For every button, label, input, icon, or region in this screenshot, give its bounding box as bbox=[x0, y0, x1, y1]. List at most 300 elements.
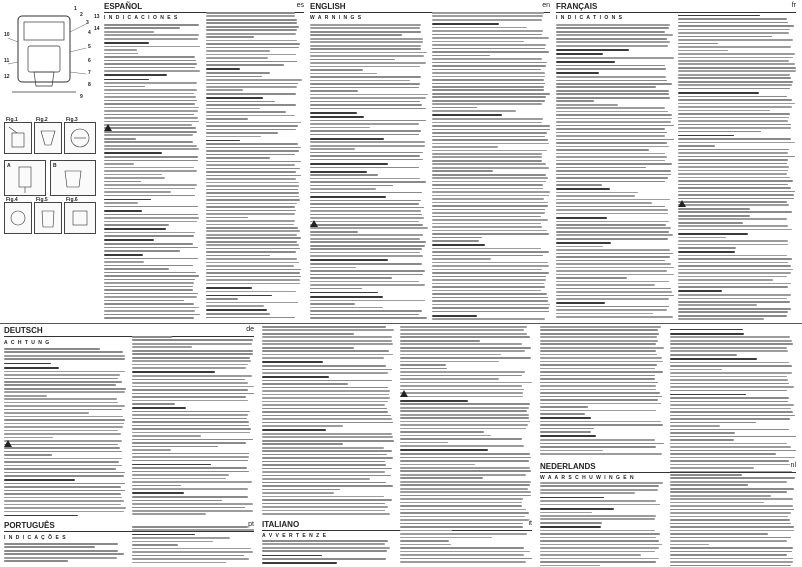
text-line bbox=[262, 425, 343, 427]
text-line bbox=[310, 207, 424, 209]
text-line bbox=[670, 347, 787, 349]
section-code-it: it bbox=[528, 520, 532, 527]
text-line bbox=[206, 237, 301, 239]
text-line bbox=[678, 53, 795, 55]
text-line bbox=[400, 417, 529, 419]
text-line bbox=[310, 31, 421, 33]
text-line bbox=[104, 103, 195, 105]
text-line bbox=[104, 300, 184, 302]
fig-panel-5 bbox=[34, 197, 62, 234]
text-line bbox=[432, 219, 548, 221]
text-line bbox=[678, 269, 793, 271]
text-line bbox=[678, 279, 773, 281]
text-line bbox=[670, 450, 796, 452]
text-line bbox=[540, 428, 594, 430]
text-line bbox=[400, 526, 523, 528]
text-line bbox=[400, 428, 526, 430]
text-line bbox=[206, 108, 260, 110]
text-line bbox=[540, 530, 655, 532]
text-line bbox=[678, 36, 772, 38]
text-line bbox=[310, 41, 423, 43]
text-line bbox=[262, 387, 388, 389]
text-line bbox=[670, 379, 788, 381]
text-line bbox=[432, 139, 548, 141]
text-line bbox=[678, 81, 793, 83]
text-line bbox=[104, 170, 197, 172]
text-line bbox=[678, 184, 788, 186]
text-line bbox=[670, 432, 735, 434]
text-line bbox=[206, 302, 298, 304]
text-line bbox=[540, 482, 663, 484]
text-column-de-1 bbox=[4, 348, 126, 516]
text-line bbox=[206, 26, 299, 28]
text-line bbox=[206, 132, 278, 134]
text-line bbox=[104, 184, 197, 186]
text-line bbox=[540, 340, 658, 342]
section-title-en: ENGLISH bbox=[310, 2, 346, 11]
text-line bbox=[206, 40, 297, 42]
text-line bbox=[104, 254, 143, 256]
text-line bbox=[678, 304, 757, 306]
text-line bbox=[310, 155, 420, 157]
text-line bbox=[132, 541, 213, 543]
text-line bbox=[206, 189, 298, 191]
text-line bbox=[206, 68, 240, 70]
text-line bbox=[670, 358, 757, 360]
text-line bbox=[678, 135, 734, 137]
text-line bbox=[262, 333, 354, 335]
text-line bbox=[262, 461, 385, 463]
text-line bbox=[678, 173, 787, 175]
text-line bbox=[4, 461, 119, 463]
text-line bbox=[104, 210, 142, 212]
text-line bbox=[310, 255, 423, 257]
text-line bbox=[540, 347, 664, 349]
text-line bbox=[540, 371, 663, 373]
text-line bbox=[132, 485, 181, 487]
text-line bbox=[432, 279, 546, 281]
text-line bbox=[310, 101, 420, 103]
text-line bbox=[104, 134, 193, 136]
text-line bbox=[678, 163, 787, 165]
text-line bbox=[678, 208, 750, 210]
text-line bbox=[206, 22, 297, 24]
text-line bbox=[310, 174, 378, 176]
text-line bbox=[432, 262, 548, 264]
text-line bbox=[432, 248, 541, 250]
text-line bbox=[670, 460, 789, 462]
text-line bbox=[556, 184, 602, 186]
text-line bbox=[132, 496, 248, 498]
text-line bbox=[104, 314, 200, 316]
fig-panel-5-label: Fig.5 bbox=[36, 197, 48, 203]
text-line bbox=[206, 298, 238, 300]
text-line bbox=[262, 457, 393, 459]
text-line bbox=[4, 363, 51, 365]
text-line bbox=[132, 421, 249, 423]
text-line bbox=[4, 511, 124, 513]
text-line bbox=[540, 421, 661, 423]
text-line bbox=[400, 537, 492, 539]
text-line bbox=[670, 336, 790, 338]
text-line bbox=[262, 376, 329, 378]
text-line bbox=[206, 79, 302, 81]
text-line bbox=[206, 230, 300, 232]
text-line bbox=[132, 393, 254, 395]
text-line bbox=[678, 286, 788, 288]
text-line bbox=[104, 156, 198, 158]
text-line bbox=[104, 34, 199, 36]
text-line bbox=[104, 24, 199, 26]
text-line bbox=[556, 253, 673, 255]
text-line bbox=[104, 261, 144, 263]
text-line bbox=[310, 94, 428, 96]
text-line bbox=[4, 437, 53, 439]
text-line bbox=[678, 222, 743, 224]
text-line bbox=[310, 296, 383, 298]
text-line bbox=[540, 489, 658, 491]
text-line bbox=[4, 384, 116, 386]
text-line bbox=[556, 242, 611, 244]
text-column-it-1 bbox=[262, 540, 394, 566]
steam-nozzle-icon bbox=[5, 161, 45, 195]
text-line bbox=[4, 416, 123, 418]
text-line bbox=[206, 54, 296, 56]
text-line bbox=[678, 117, 789, 119]
text-line bbox=[432, 146, 498, 148]
text-line bbox=[310, 192, 422, 194]
text-line bbox=[556, 298, 669, 300]
fig-panel-3 bbox=[64, 117, 96, 154]
text-line bbox=[678, 84, 792, 86]
text-line bbox=[104, 100, 197, 102]
text-line bbox=[4, 486, 121, 488]
text-line bbox=[678, 244, 788, 246]
section-title-nl: NEDERLANDS bbox=[540, 462, 596, 471]
text-line bbox=[540, 361, 663, 363]
text-line bbox=[556, 174, 671, 176]
text-line bbox=[556, 83, 672, 85]
text-line bbox=[678, 298, 787, 300]
text-line bbox=[556, 274, 674, 276]
text-line bbox=[310, 178, 420, 180]
text-line bbox=[556, 302, 605, 304]
section-code-pt: pt bbox=[248, 521, 254, 528]
text-line bbox=[104, 279, 195, 281]
text-line bbox=[556, 65, 665, 67]
text-line bbox=[262, 390, 390, 392]
text-line bbox=[104, 307, 199, 309]
fig-panel-1 bbox=[4, 117, 32, 154]
text-line bbox=[310, 303, 355, 305]
text-line bbox=[206, 19, 297, 21]
text-line bbox=[670, 436, 796, 438]
text-line bbox=[262, 429, 326, 431]
text-line bbox=[262, 506, 388, 508]
text-line bbox=[670, 343, 793, 345]
text-line bbox=[400, 375, 522, 377]
text-line bbox=[432, 136, 545, 138]
text-line bbox=[206, 136, 261, 138]
text-line bbox=[678, 74, 790, 76]
text-line bbox=[400, 551, 530, 553]
text-column-de-2 bbox=[132, 336, 254, 516]
text-line bbox=[132, 396, 246, 398]
text-line bbox=[556, 76, 666, 78]
text-line bbox=[678, 262, 788, 264]
text-line bbox=[678, 225, 788, 227]
text-line bbox=[400, 505, 522, 507]
text-line bbox=[104, 124, 192, 126]
text-line bbox=[432, 96, 546, 98]
text-line bbox=[206, 217, 248, 219]
text-line bbox=[670, 526, 794, 528]
text-line bbox=[104, 46, 200, 48]
text-line bbox=[670, 429, 789, 431]
text-line bbox=[432, 110, 516, 112]
text-line bbox=[104, 96, 196, 98]
text-line bbox=[678, 120, 788, 122]
text-line bbox=[206, 255, 270, 257]
text-line bbox=[104, 86, 145, 88]
text-line bbox=[556, 146, 669, 148]
text-line bbox=[104, 121, 199, 123]
text-line bbox=[670, 365, 792, 367]
text-line bbox=[678, 177, 790, 179]
text-line bbox=[206, 89, 243, 91]
text-line bbox=[132, 548, 251, 550]
text-line bbox=[678, 315, 787, 317]
text-line bbox=[310, 259, 388, 261]
text-line bbox=[540, 424, 663, 426]
text-line bbox=[432, 184, 543, 186]
text-line bbox=[400, 547, 524, 549]
text-line bbox=[400, 364, 446, 366]
text-line bbox=[400, 481, 531, 483]
text-line bbox=[400, 382, 532, 384]
text-line bbox=[432, 223, 541, 225]
text-line bbox=[310, 120, 426, 122]
text-line bbox=[400, 464, 475, 466]
text-line bbox=[556, 153, 665, 155]
text-line bbox=[104, 296, 197, 298]
text-line bbox=[678, 18, 787, 20]
text-line bbox=[556, 24, 670, 26]
text-line bbox=[132, 407, 186, 409]
callout-9: 9 bbox=[80, 94, 83, 100]
text-line bbox=[678, 255, 787, 257]
text-line bbox=[400, 410, 527, 412]
text-line bbox=[104, 310, 195, 312]
text-line bbox=[310, 48, 421, 50]
text-line bbox=[432, 44, 546, 46]
text-line bbox=[132, 478, 226, 480]
text-line bbox=[400, 371, 525, 373]
callout-13: 13 bbox=[94, 14, 100, 20]
text-line bbox=[104, 268, 169, 270]
text-line bbox=[4, 465, 122, 467]
text-line bbox=[432, 181, 546, 183]
text-line bbox=[556, 177, 668, 179]
text-line bbox=[432, 83, 545, 85]
text-line bbox=[432, 69, 541, 71]
text-line bbox=[678, 198, 794, 200]
text-line bbox=[206, 305, 264, 307]
text-line bbox=[670, 390, 787, 392]
text-line bbox=[262, 411, 388, 413]
text-line bbox=[670, 408, 791, 410]
text-line bbox=[206, 313, 270, 315]
cup-icon bbox=[51, 161, 95, 195]
text-line bbox=[310, 116, 364, 118]
text-line bbox=[556, 111, 668, 113]
text-line bbox=[310, 104, 422, 106]
text-line bbox=[400, 470, 531, 472]
text-line bbox=[310, 210, 421, 212]
text-line bbox=[104, 53, 138, 55]
callout-10: 10 bbox=[4, 32, 10, 38]
text-line bbox=[4, 454, 52, 456]
text-line bbox=[262, 510, 385, 512]
text-column-nl-2 bbox=[670, 326, 796, 566]
text-line bbox=[4, 405, 125, 407]
text-line bbox=[206, 309, 267, 311]
text-line bbox=[104, 141, 193, 143]
text-line bbox=[4, 507, 126, 509]
text-line bbox=[540, 450, 603, 452]
text-line bbox=[104, 221, 197, 223]
text-line bbox=[540, 508, 614, 510]
text-line bbox=[432, 311, 549, 313]
text-line bbox=[670, 502, 764, 504]
text-line bbox=[262, 443, 343, 445]
text-line bbox=[432, 307, 549, 309]
text-line bbox=[556, 206, 665, 208]
text-line bbox=[262, 383, 348, 385]
text-line bbox=[310, 138, 384, 140]
section-code-fr: fr bbox=[791, 2, 796, 9]
text-line bbox=[556, 246, 603, 248]
text-line bbox=[132, 439, 253, 441]
text-line bbox=[132, 446, 218, 448]
text-line bbox=[262, 558, 386, 560]
text-line bbox=[670, 488, 794, 490]
text-line bbox=[540, 406, 588, 408]
text-line bbox=[206, 29, 297, 31]
text-line bbox=[678, 99, 792, 101]
text-line bbox=[540, 431, 591, 433]
text-line bbox=[262, 394, 389, 396]
text-line bbox=[310, 227, 428, 229]
text-line bbox=[206, 185, 299, 187]
text-line bbox=[132, 357, 250, 359]
text-line bbox=[104, 82, 197, 84]
text-line bbox=[556, 188, 610, 190]
text-line bbox=[206, 203, 297, 205]
text-line bbox=[432, 251, 549, 253]
text-line bbox=[104, 38, 198, 40]
text-line bbox=[540, 439, 655, 441]
text-line bbox=[310, 267, 356, 269]
text-line bbox=[540, 403, 661, 405]
text-line bbox=[556, 231, 669, 233]
text-line bbox=[104, 31, 154, 33]
text-line bbox=[206, 61, 297, 63]
text-line bbox=[432, 27, 527, 29]
text-line bbox=[310, 288, 362, 290]
text-line bbox=[262, 380, 392, 382]
text-line bbox=[206, 86, 297, 88]
fig-panel-2 bbox=[34, 117, 62, 154]
text-line bbox=[104, 265, 193, 267]
text-line bbox=[678, 194, 794, 196]
text-line bbox=[678, 265, 791, 267]
text-line bbox=[206, 50, 270, 52]
text-line bbox=[556, 227, 671, 229]
text-line bbox=[670, 350, 788, 352]
text-line bbox=[4, 504, 121, 506]
text-line bbox=[556, 121, 671, 123]
text-line bbox=[4, 374, 120, 376]
text-line bbox=[556, 249, 670, 251]
text-line bbox=[556, 167, 646, 169]
text-line bbox=[678, 77, 791, 79]
callout-4: 4 bbox=[88, 30, 91, 36]
text-line bbox=[206, 72, 270, 74]
text-line bbox=[310, 45, 421, 47]
text-line bbox=[400, 357, 531, 359]
text-line bbox=[206, 64, 284, 66]
text-line bbox=[400, 378, 499, 380]
text-line bbox=[132, 453, 249, 455]
text-line bbox=[310, 200, 421, 202]
text-line bbox=[670, 333, 744, 335]
text-line bbox=[4, 355, 125, 357]
fig-panel-1-label: Fig.1 bbox=[6, 117, 18, 123]
text-line bbox=[262, 562, 337, 564]
text-line bbox=[206, 287, 252, 289]
text-line bbox=[206, 118, 248, 120]
text-line bbox=[310, 224, 423, 226]
text-line bbox=[678, 233, 748, 235]
fig-panel-4 bbox=[4, 197, 32, 234]
text-line bbox=[540, 396, 662, 398]
text-line bbox=[540, 368, 655, 370]
text-line bbox=[104, 74, 167, 76]
section-title-de: DEUTSCH bbox=[4, 326, 43, 335]
text-line bbox=[206, 213, 295, 215]
text-line bbox=[556, 135, 665, 137]
text-line bbox=[678, 308, 791, 310]
text-line bbox=[670, 411, 793, 413]
text-line bbox=[262, 450, 392, 452]
text-line bbox=[540, 485, 659, 487]
text-line bbox=[310, 159, 423, 161]
text-line bbox=[678, 159, 788, 161]
text-line bbox=[670, 418, 790, 420]
text-line bbox=[400, 396, 523, 398]
text-line bbox=[400, 474, 526, 476]
callout-11: 11 bbox=[4, 58, 10, 64]
text-line bbox=[4, 426, 123, 428]
text-line bbox=[678, 92, 759, 94]
text-line bbox=[310, 270, 425, 272]
text-line bbox=[132, 558, 249, 560]
text-line bbox=[206, 147, 301, 149]
text-line bbox=[400, 400, 468, 402]
text-line bbox=[432, 177, 548, 179]
text-line bbox=[132, 389, 248, 391]
